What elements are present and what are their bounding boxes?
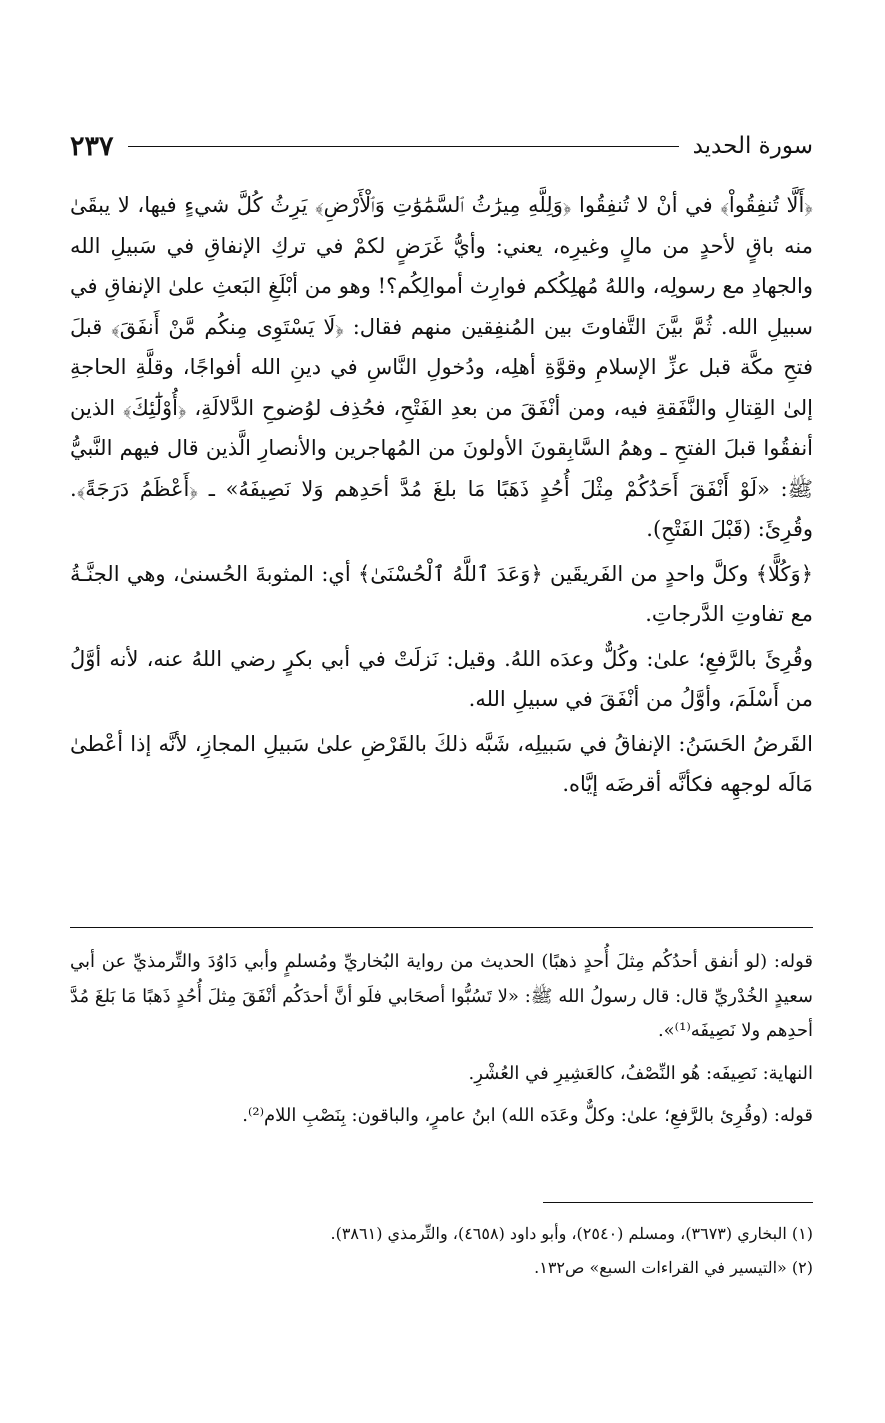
note-paragraph: قوله: (وقُرِئ بالرَّفعِ؛ علىٰ: وكلٌّ وعَدَه الله) ابنُ عامرٍ، والباقون: بِنَصْبِ اللام⁽²⁾. — [242, 1105, 813, 1126]
surah-title: سورة الحديد — [692, 133, 813, 159]
footnote: (٢) «التيسير في القراءات السبع» ص١٣٢. — [534, 1258, 813, 1277]
page-header — [70, 124, 813, 168]
main-paragraph: وقُرِئَ بالرَّفعِ؛ علىٰ: وكُلٌّ وعدَه اللهُ. وقيل: نَزلَتْ في أبي بكرٍ رضي اللهُ عنه، لأنه أوَّلُ من أَسْلَمَ، وأوَّلُ من أنْفَقَ في سبيلِ الله. — [70, 646, 813, 711]
footnote-divider — [543, 1202, 813, 1203]
footnotes — [70, 1219, 813, 1287]
main-paragraph: ﴿أَلَّا تُنفِقُواْ﴾ في أنْ لا تُنفِقُوا ﴿وَلِلَّهِ مِيرَٰثُ ٱلسَّمَٰوَٰتِ وَٱلْأَرْضِ﴾ يَرِثُ كُلَّ شيءٍ فيها، لا يبقَىٰ منه باقٍ لأحدٍ من مالٍ وغيرِه، يعني: وأيُّ غَرَضٍ لكمْ في تركِ الإنفاقِ في سَبيلِ الله والجهادِ مع رسولِه، واللهُ مُهلِكُكم فوارِث أموالِكُم؟! وهو من أبْلَغِ البَعثِ علىٰ الإنفاقِ في سبيلِ الله. ثُمَّ بيَّنَ التَّفاوتَ بين المُنفِقين منهم فقال: ﴿لَا يَسْتَوِى مِنكُم مَّنْ أَنفَقَ﴾ قبلَ فتحِ مكَّة قبل عزِّ الإسلامِ وقوَّةِ أهلِه، ودُخولِ النَّاسِ في دينِ الله أفواجًا، وقلَّةِ الحاجةِ إلىٰ القِتالِ والنَّفَقةِ فيه، ومن أنْفَقَ من بعدِ الفَتْحِ، فحُذِف لوُضوحِ الدَّلالَةِ، ﴿أُوْلَٰٓئِكَ﴾ الذين أنفقُوا قبلَ الفتحِ ـ وهمُ السَّابِقونَ الأولونَ من المُهاجرين والأنصارِ الَّذين قال فيهم النَّبيُّ ﷺ: «لَوْ أَنْفَقَ أَحَدُكُمْ مِثْلَ أُحُدٍ ذَهَبًا مَا بلغَ مُدَّ أحَدِهم وَلا نَصِيفَهُ» ـ ﴿أَعْظَمُ دَرَجَةً﴾. وقُرِئَ: (قَبْلَ الفَتْحِ). — [70, 193, 813, 541]
footnote: (١) البخاري (٣٦٧٣)، ومسلم (٢٥٤٠)، وأبو داود (٤٦٥٨)، والتِّرمذي (٣٨٦١). — [330, 1224, 813, 1243]
main-paragraph: ﴿وَكُلًّا﴾ وكلَّ واحدٍ من الفَريقَين ﴿وَعَدَ ٱللَّهُ ٱلْحُسْنَىٰ﴾ أي: المثوبةَ الحُسنىٰ، وهي الجنَّـةُ مع تفاوتِ الدَّرجاتِ. — [70, 561, 813, 626]
commentary-notes — [70, 945, 813, 1142]
note-paragraph: النهاية: نَصِيفَه: هُو النِّصْفُ، كالعَشِيرِ في العُشْرِ. — [468, 1062, 813, 1084]
main-text — [70, 185, 813, 809]
main-paragraph: القَرضُ الحَسَنُ: الإنفاقُ في سَبيلِه، شَبَّه ذلكَ بالقَرْضِ علىٰ سَبيلِ المجازِ، لأنَّه إذا أعْطىٰ مَالَه لوجهِه فكأنَّه أقرضَه إيَّاه. — [70, 731, 813, 796]
notes-divider — [70, 927, 813, 928]
note-paragraph: قوله: (لو أنفق أحدُكُم مِثلَ أُحدٍ ذهبًا) الحديث من رواية البُخاريِّ ومُسلمٍ وأبي دَاوُدَ والتِّرمذيِّ عن أبي سعيدٍ الخُدْريِّ قال: قال رسولُ الله ﷺ: «لا تَسُبُّوا أصحَابي فلَو أنَّ أحدَكُم أنْفَقَ مِثلَ أُحُدٍ ذَهبًا مَا بَلغَ مُدَّ أحدِهم ولا نَصِيفَه⁽¹⁾». — [70, 951, 813, 1041]
header-rule — [128, 146, 679, 147]
page-number: ٢٣٧ — [70, 130, 114, 162]
